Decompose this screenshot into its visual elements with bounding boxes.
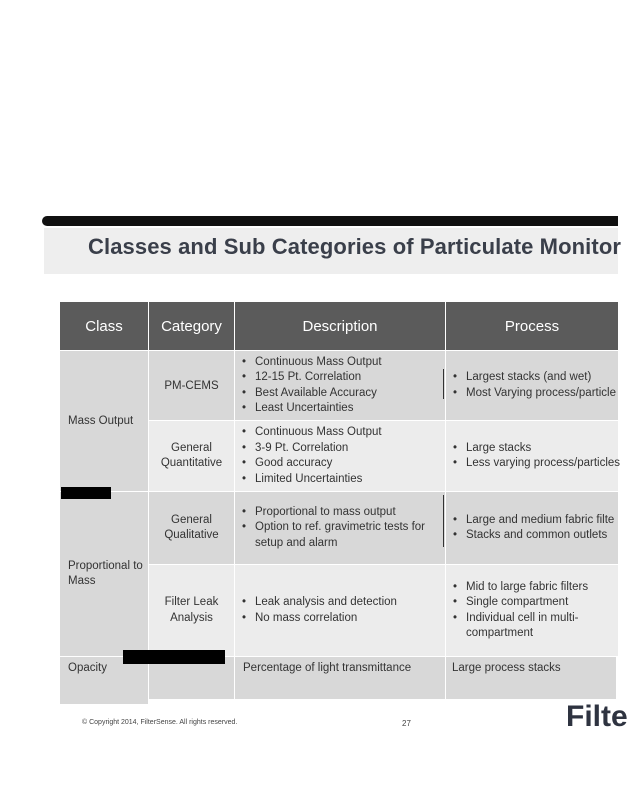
description-opacity: Percentage of light transmittance <box>235 657 445 699</box>
list-item: • Leak analysis and detection <box>239 595 397 611</box>
description-filter-leak-list <box>239 595 397 626</box>
process-general-qualitative-list <box>450 513 614 544</box>
list-item: • Option to ref. gravimetric tests for setup and alarm <box>239 520 439 551</box>
top-rule <box>42 216 618 226</box>
list-item: • Continuous Mass Output <box>239 425 382 441</box>
process-general-quantitative <box>446 421 621 491</box>
list-item: • Individual cell in multi-compartment <box>450 611 600 642</box>
slide-title: Classes and Sub Categories of Particulate Monitor <box>88 234 622 259</box>
class-opacity <box>60 657 148 704</box>
process-general-quantitative-list <box>450 441 620 472</box>
class-mass-output-label: Mass Output <box>68 415 134 427</box>
category-general-quantitative-label: General Quantitative <box>160 441 223 469</box>
footer-copyright: © Copyright 2014, FilterSense. All rights reserved. <box>82 719 238 726</box>
category-pm-cems-label: PM-CEMS <box>164 379 219 392</box>
header-description: Description <box>235 302 445 350</box>
description-general-quantitative <box>235 421 445 491</box>
process-pm-cems <box>446 351 618 420</box>
header-process: Process <box>446 302 618 350</box>
category-filter-leak <box>149 565 234 656</box>
redaction-block <box>61 487 111 499</box>
list-item: • Large stacks <box>450 441 620 457</box>
list-item: • Good accuracy <box>239 456 382 472</box>
description-pm-cems <box>235 351 445 420</box>
description-general-qualitative-list <box>239 505 439 552</box>
description-general-quantitative-list <box>239 425 382 487</box>
list-item: • Largest stacks (and wet) <box>450 370 616 386</box>
category-general-quantitative <box>149 421 234 491</box>
process-filter-leak <box>446 565 618 656</box>
process-general-qualitative <box>446 492 618 564</box>
divider-line <box>443 369 444 399</box>
process-opacity: Large process stacks <box>446 657 616 699</box>
list-item: • Limited Uncertainties <box>239 472 382 488</box>
process-filter-leak-list <box>450 580 600 642</box>
list-item: • Continuous Mass Output <box>239 355 382 371</box>
category-pm-cems <box>149 351 234 420</box>
list-item: • Stacks and common outlets <box>450 528 614 544</box>
class-proportional-label: Proportional to Mass <box>68 560 143 587</box>
list-item: • Best Available Accuracy <box>239 386 382 402</box>
redaction-block <box>123 650 225 664</box>
page-number: 27 <box>402 719 411 728</box>
class-opacity-label: Opacity <box>68 662 107 674</box>
list-item: • Less varying process/particles <box>450 456 620 472</box>
category-general-qualitative-label: General Qualitative <box>164 513 219 541</box>
class-proportional <box>60 492 148 656</box>
list-item: • No mass correlation <box>239 611 397 627</box>
description-filter-leak <box>235 565 445 656</box>
description-pm-cems-list <box>239 355 382 417</box>
header-class: Class <box>60 302 148 350</box>
process-pm-cems-list <box>450 370 616 401</box>
class-mass-output <box>60 351 148 491</box>
header-category: Category <box>149 302 234 350</box>
category-general-qualitative <box>149 492 234 564</box>
list-item: • 12-15 Pt. Correlation <box>239 370 382 386</box>
list-item: • Mid to large fabric filters <box>450 580 600 596</box>
list-item: • Single compartment <box>450 595 600 611</box>
list-item: • Most Varying process/particle <box>450 386 616 402</box>
category-filter-leak-label: Filter Leak Analysis <box>164 596 219 624</box>
description-general-qualitative <box>235 492 445 564</box>
logo-text: Filte <box>566 700 628 733</box>
list-item: • Proportional to mass output <box>239 505 439 521</box>
divider-line <box>443 495 444 547</box>
list-item: • 3-9 Pt. Correlation <box>239 441 382 457</box>
list-item: • Least Uncertainties <box>239 401 382 417</box>
list-item: • Large and medium fabric filte <box>450 513 614 529</box>
